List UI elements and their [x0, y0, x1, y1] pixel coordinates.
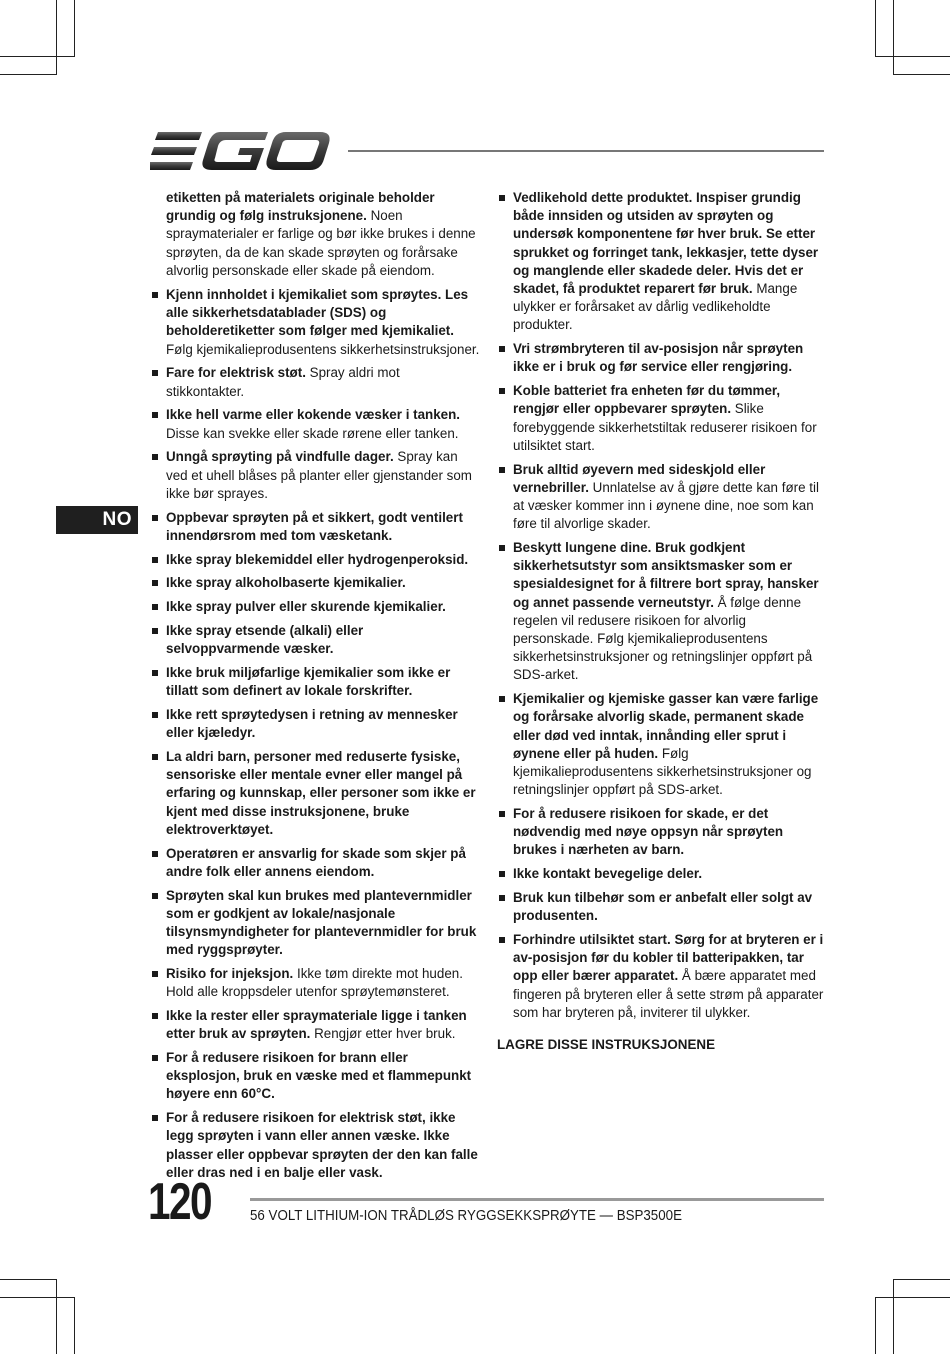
- square-bullet-icon: [152, 1055, 158, 1061]
- left-column: [150, 189, 480, 1188]
- bold-text-run: Fare for elektrisk støt.: [166, 365, 306, 381]
- list-item: [150, 887, 480, 960]
- list-item: [150, 622, 480, 658]
- list-item: [497, 889, 827, 925]
- bold-text-run: Kjemikalier og kjemiske gasser kan være farlige og forårsake alvorlig skade, permanent skade eller død ved inntak, innånding eller sprut i øynene eller på huden.: [513, 691, 819, 761]
- bold-text-run: Risiko for injeksjon.: [166, 966, 294, 982]
- bold-text-run: Koble batteriet fra enheten før du tømmer, rengjør eller oppbevarer sprøyten.: [513, 383, 781, 417]
- bold-text-run: Oppbevar sprøyten på et sikkert, godt ventilert innendørsrom med tom væsketank.: [166, 509, 463, 543]
- bold-text-run: Vri strømbryteren til av-posisjon når sprøyten ikke er i bruk og før service eller rengjøring.: [513, 341, 804, 375]
- crop-mark: [0, 74, 56, 75]
- crop-mark: [875, 1297, 876, 1354]
- list-item: [150, 845, 480, 881]
- list-item: [150, 364, 480, 400]
- bold-text-run: Bruk alltid øyevern med sideskjold eller vernebriller.: [513, 461, 766, 495]
- bold-text-run: Ikke spray pulver eller skurende kjemikalier.: [166, 599, 446, 615]
- crop-mark: [74, 1297, 75, 1354]
- bold-text-run: Ikke bruk miljøfarlige kjemikalier som ikke er tillatt som definert av lokale forskrifter.: [166, 665, 451, 699]
- bold-text-run: Ikke spray alkoholbaserte kjemikalier.: [166, 575, 406, 591]
- crop-mark: [875, 0, 876, 56]
- safety-list-right: [497, 189, 827, 1022]
- list-item: [497, 382, 827, 455]
- text-run: Spray aldri mot stikkontakter.: [166, 365, 400, 399]
- crop-mark: [875, 56, 950, 57]
- bold-text-run: Beskytt lungene dine. Bruk godkjent sikkerhetsutstyr som ansiktsmasker som er spesialdesignet for å filtrere bort spray, hansker og annet passende verneutstyr.: [513, 540, 819, 610]
- square-bullet-icon: [152, 1013, 158, 1019]
- crop-mark: [893, 0, 894, 75]
- text-run: Følg kjemikalieprodusentens sikkerhetsinstruksjoner og retningslinjer oppført på SDS-arket.: [513, 745, 812, 798]
- square-bullet-icon: [499, 545, 505, 551]
- bold-text-run: Vedlikehold dette produktet. Inspiser grundig både innsiden og utsiden av sprøyten og undersøk komponentene før hver bruk. Se etter sprukket og forringet tank, lekkasjer, tette dyser og manglende eller skadede deler. Hvis det er skadet, få produktet reparert før bruk.: [513, 190, 819, 297]
- square-bullet-icon: [152, 754, 158, 760]
- crop-mark: [894, 74, 950, 75]
- text-run: Følg kjemikalieprodusentens sikkerhetsinstruksjoner.: [166, 341, 480, 357]
- text-run: Unnlatelse av å gjøre dette kan føre til at væsker kommer inn i øynene dine, noe som kan føre til alvorlige skader.: [513, 479, 819, 532]
- square-bullet-icon: [499, 871, 505, 877]
- square-bullet-icon: [499, 895, 505, 901]
- square-bullet-icon: [152, 712, 158, 718]
- save-instructions-heading: LAGRE DISSE INSTRUKSJONENE: [497, 1037, 716, 1053]
- crop-mark: [894, 1279, 950, 1280]
- square-bullet-icon: [152, 292, 158, 298]
- square-bullet-icon: [152, 580, 158, 586]
- square-bullet-icon: [499, 811, 505, 817]
- square-bullet-icon: [152, 454, 158, 460]
- list-item: [497, 340, 827, 376]
- intro-paragraph: [150, 189, 480, 280]
- crop-mark: [893, 1279, 894, 1354]
- square-bullet-icon: [499, 937, 505, 943]
- page-number: 120: [148, 1173, 211, 1231]
- text-run: Rengjør etter hver bruk.: [310, 1026, 456, 1042]
- square-bullet-icon: [152, 412, 158, 418]
- bold-text-run: Ikke hell varme eller kokende væsker i tanken.: [166, 407, 461, 423]
- square-bullet-icon: [152, 670, 158, 676]
- crop-mark: [875, 1297, 950, 1298]
- safety-list-left: [150, 286, 480, 1182]
- list-item: [497, 805, 827, 860]
- bold-text-run: Operatøren er ansvarlig for skade som skjer på andre folk eller annens eiendom.: [166, 845, 466, 879]
- crop-mark: [0, 1297, 75, 1298]
- crop-mark: [0, 56, 75, 57]
- list-item: [150, 551, 480, 569]
- list-item: [150, 406, 480, 442]
- square-bullet-icon: [152, 893, 158, 899]
- bold-text-run: Ikke spray blekemiddel eller hydrogenperoksid.: [166, 551, 469, 567]
- square-bullet-icon: [152, 1115, 158, 1121]
- right-column: [497, 189, 827, 1054]
- footer-title: 56 VOLT LITHIUM-ION TRÅDLØS RYGGSEKKSPRØYTE — BSP3500E: [250, 1208, 682, 1224]
- list-item: [150, 509, 480, 545]
- ego-logo: [150, 128, 332, 174]
- square-bullet-icon: [499, 467, 505, 473]
- square-bullet-icon: [152, 515, 158, 521]
- bold-text-run: For å redusere risikoen for brann eller eksplosjon, bruk en væske med et flammepunkt høyere enn 60°C.: [166, 1050, 472, 1102]
- list-item: [150, 598, 480, 616]
- bold-text-run: For å redusere risikoen for skade, er det nødvendig med nøye oppsyn når sprøyten brukes i nærheten av barn.: [513, 806, 784, 858]
- list-item: [150, 1049, 480, 1104]
- text-run: Å bære apparatet med fingeren på bryteren eller å sette strøm på apparater som har bryteren på, inviterer til ulykker.: [513, 968, 824, 1020]
- list-item: [150, 1007, 480, 1043]
- text-run: Slike forebyggende sikkerhetstiltak reduserer risikoen for utilsiktet start.: [513, 401, 817, 453]
- square-bullet-icon: [152, 971, 158, 977]
- text-run: Ikke tøm direkte mot huden. Hold alle kroppsdeler utenfor sprøytemønsteret.: [166, 966, 463, 1000]
- bold-text-run: Ikke kontakt bevegelige deler.: [513, 866, 703, 882]
- crop-mark: [56, 0, 57, 75]
- square-bullet-icon: [152, 557, 158, 563]
- bold-text-run: Ikke la rester eller spraymateriale ligge i tanken etter bruk av sprøyten.: [166, 1008, 467, 1042]
- bold-text-run: Kjenn innholdet i kjemikaliet som sprøytes. Les alle sikkerhetsdatablader (SDS) og beholderetiketter som følger med kjemikaliet.: [166, 287, 469, 339]
- language-tab: NO: [56, 506, 138, 534]
- bold-text-run: For å redusere risikoen for elektrisk støt, ikke legg sprøyten i vann eller annen væske. Ikke plasser eller oppbevar sprøyten der den kan falle eller dras ned i en balje eller vask.: [166, 1110, 478, 1180]
- text-run: Mange ulykker er forårsaket av dårlig vedlikeholdte produkter.: [513, 281, 798, 333]
- list-item: [497, 461, 827, 534]
- text-run: Spray kan ved et uhell blåses på planter eller gjenstander som ikke bør sprayes.: [166, 449, 472, 501]
- bold-text-run: Unngå sprøyting på vindfulle dager.: [166, 449, 394, 465]
- bold-text-run: La aldri barn, personer med reduserte fysiske, sensoriske eller mentale evner eller mangel på erfaring og kunnskap, eller personer som ikke er kjent med disse instruksjonene, bruke elektroverktøyet.: [166, 749, 476, 837]
- square-bullet-icon: [152, 851, 158, 857]
- text-run: Disse kan svekke eller skade rørene eller tanken.: [166, 425, 459, 441]
- list-item: [497, 690, 827, 799]
- header-rule: [348, 150, 824, 152]
- square-bullet-icon: [499, 696, 505, 702]
- list-item: [497, 189, 827, 335]
- bold-text-run: Ikke rett sprøytedysen i retning av mennesker eller kjæledyr.: [166, 707, 458, 741]
- square-bullet-icon: [152, 628, 158, 634]
- list-item: [150, 574, 480, 592]
- bold-text-run: Ikke spray etsende (alkali) eller selvoppvarmende væsker.: [166, 623, 364, 657]
- square-bullet-icon: [499, 346, 505, 352]
- footer-rule: [250, 1198, 824, 1201]
- crop-mark: [56, 1279, 57, 1354]
- crop-mark: [0, 1279, 56, 1280]
- list-item: [150, 748, 480, 839]
- bold-text-run: etiketten på materialets originale beholder grundig og følg instruksjonene.: [166, 190, 435, 224]
- list-item: [150, 286, 480, 359]
- list-item: [150, 965, 480, 1001]
- bold-text-run: Sprøyten skal kun brukes med plantevernmidler som er godkjent av lokale/nasjonale tilsynsmyndigheter for plantevernmidler for bruk med ryggsprøyter.: [166, 887, 477, 958]
- list-item: [150, 448, 480, 503]
- list-item: [497, 865, 827, 883]
- list-item: [150, 664, 480, 700]
- bold-text-run: Bruk kun tilbehør som er anbefalt eller solgt av produsenten.: [513, 890, 813, 924]
- square-bullet-icon: [499, 388, 505, 394]
- square-bullet-icon: [499, 195, 505, 201]
- bold-text-run: Forhindre utilsiktet start. Sørg for at bryteren er i av-posisjon før du kobler til batteripakken, tar opp eller bærer apparatet.: [513, 932, 824, 984]
- text-run: Noen spraymaterialer er farlige og bør ikke brukes i denne sprøyten, da de kan skade sprøyten og forårsake alvorlig personskade eller skade på eiendom.: [166, 208, 476, 278]
- list-item: [497, 539, 827, 685]
- square-bullet-icon: [152, 370, 158, 376]
- crop-mark: [74, 0, 75, 56]
- square-bullet-icon: [152, 604, 158, 610]
- list-item: [150, 706, 480, 742]
- list-item: [497, 931, 827, 1022]
- text-run: Å følge denne regelen vil redusere risikoen for alvorlig personskade. Følg kjemikalieprodusentens sikkerhetsinstruksjoner og retningslinjer oppført på SDS-arket.: [513, 594, 813, 683]
